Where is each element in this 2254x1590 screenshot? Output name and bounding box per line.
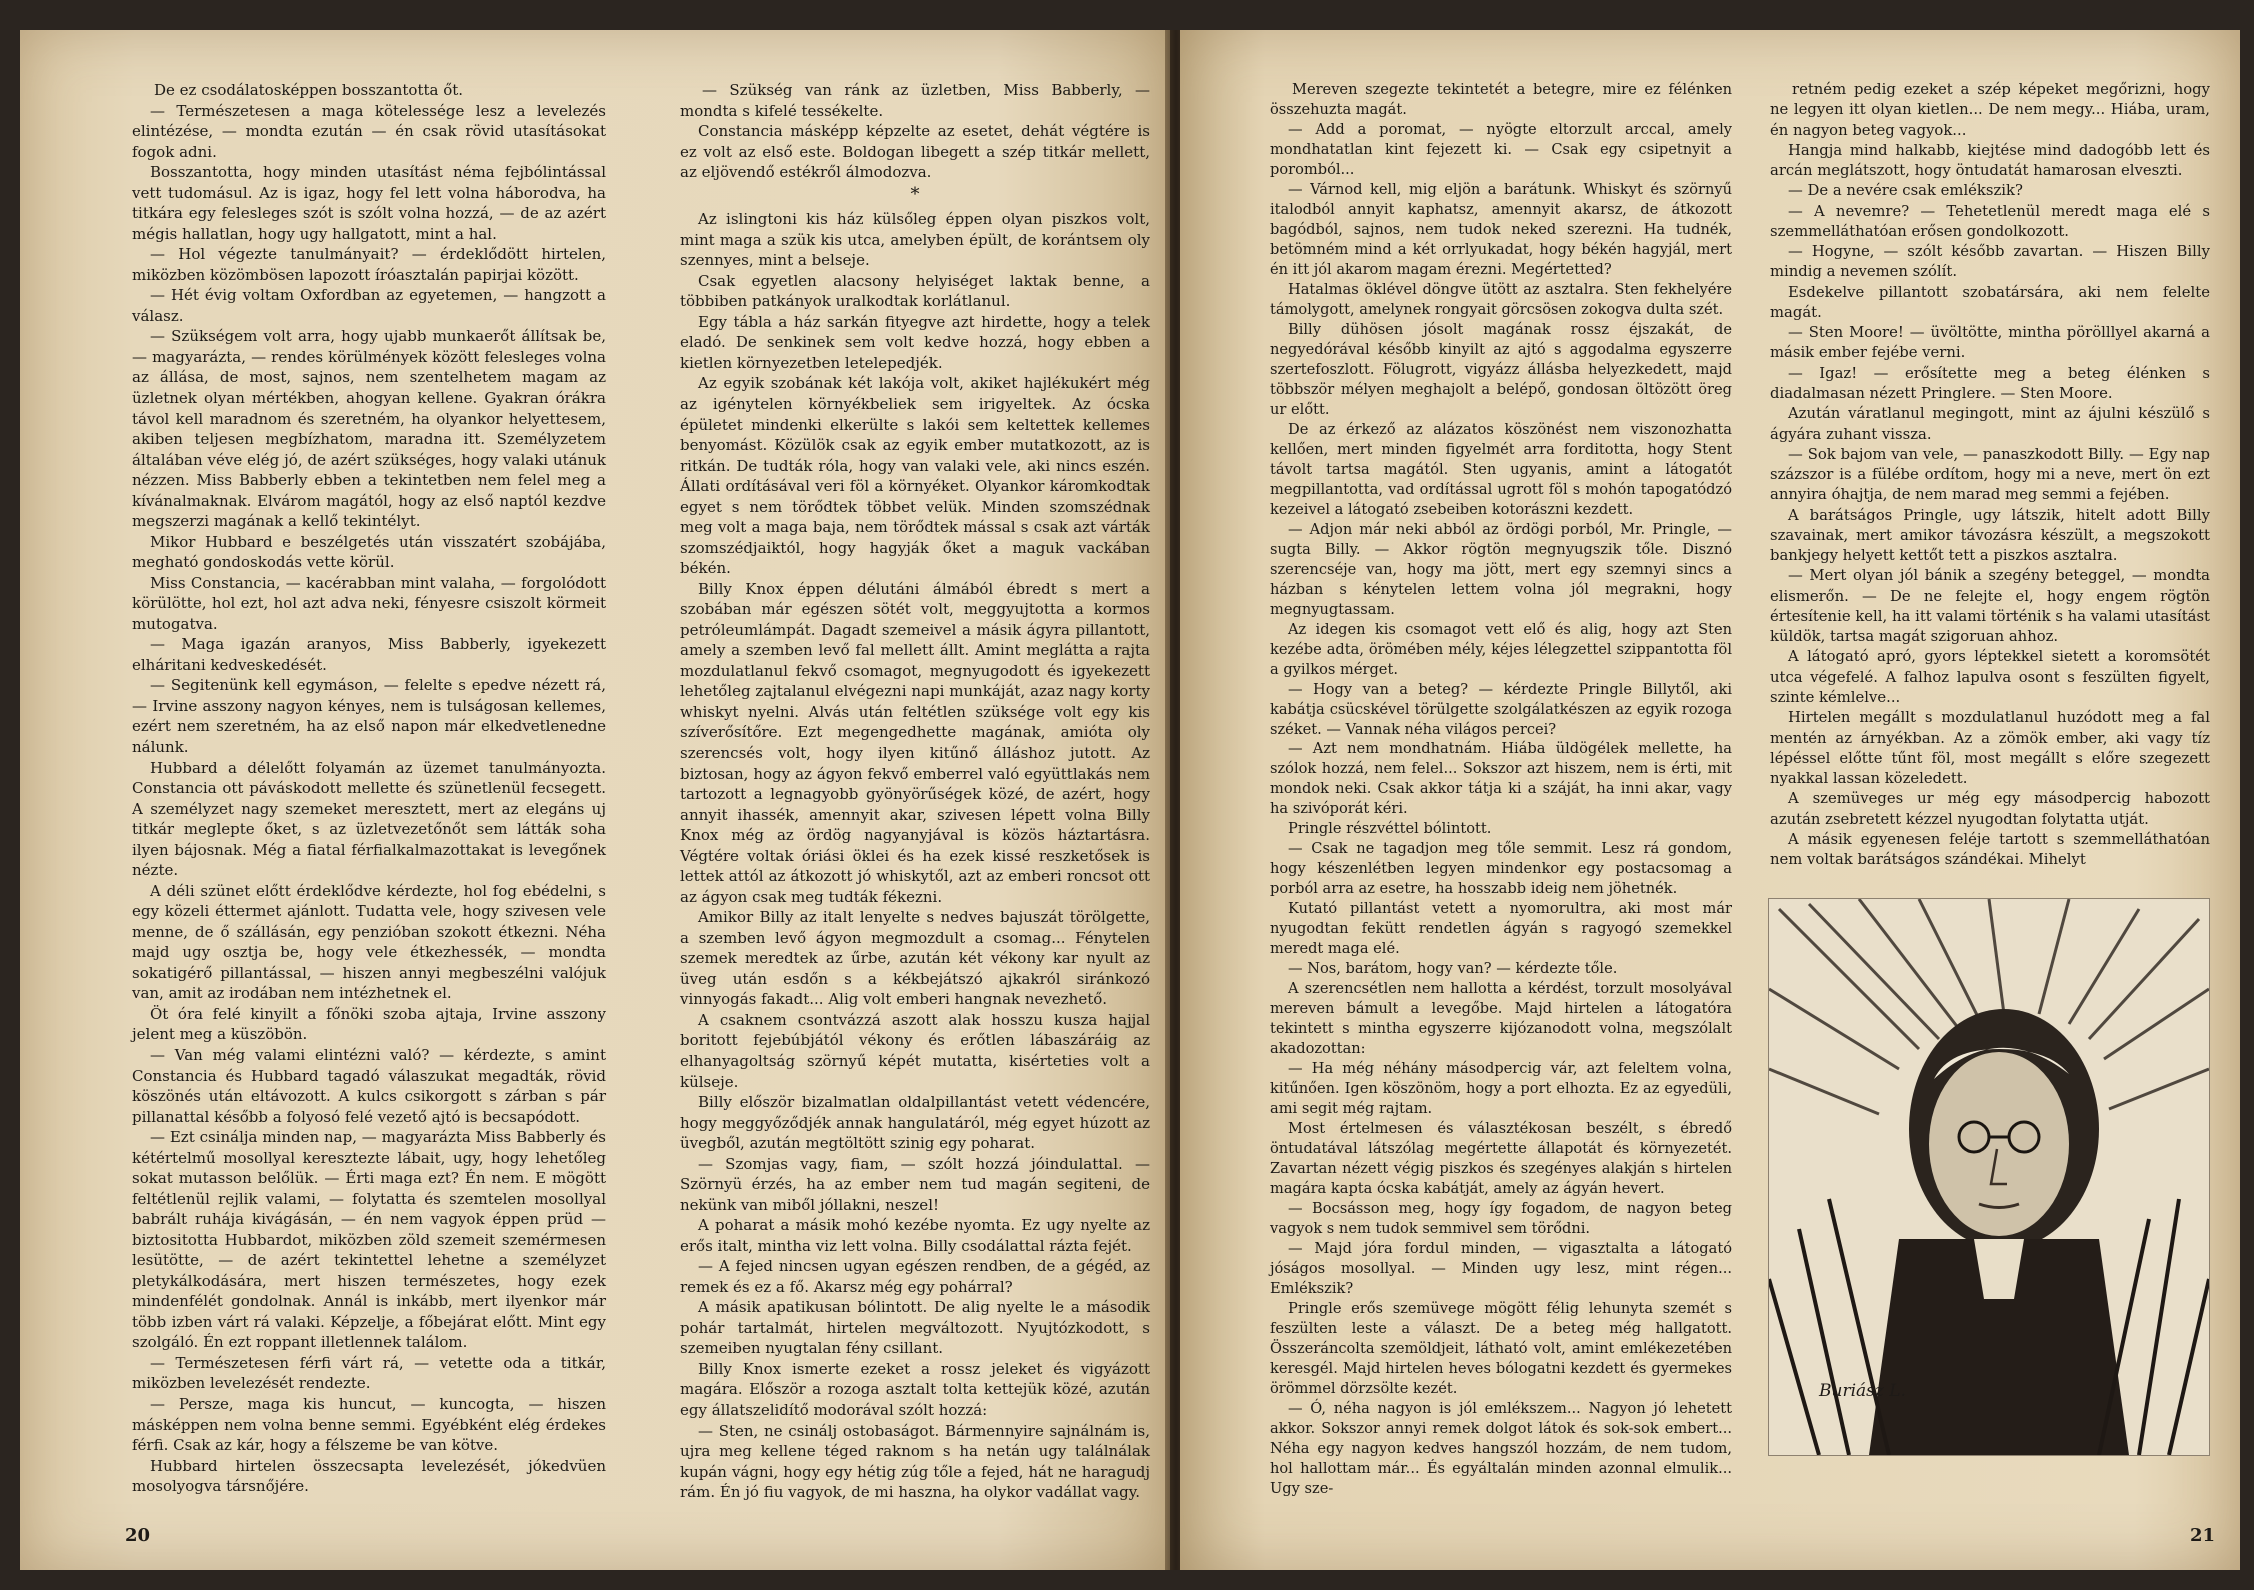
paragraph: — Várnod kell, mig eljön a barátunk. Whiskyt és szörnyű italodból annyit kaphatsz, amennyit akarsz, de átkozott bagódból, sajnos, nem tudok neked szerezni. Ha tudnék, betömném mind a két orrlyukadat, hogy békén hagyjál, mert én itt jól akarom magam érezni. Megértetted? xyxy=(1270,180,1732,278)
section-separator: * xyxy=(910,183,920,205)
paragraph: — Hol végezte tanulmányait? — érdeklődött hirtelen, miközben közömbösen lapozott íróasztalán papirjai között. xyxy=(132,245,606,284)
left-page xyxy=(20,30,1170,1570)
paragraph: — Bocsásson meg, hogy így fogadom, de nagyon beteg vagyok s nem tudok semmivel sem törődni. xyxy=(1270,1200,1732,1238)
paragraph: — Szomjas vagy, fiam, — szólt hozzá jóindulattal. — Szörnyü érzés, ha az ember nem tud magán segiteni, de nekünk van miből jóllakni, neszel! xyxy=(680,1154,1150,1214)
paragraph: — Nos, barátom, hogy van? — kérdezte tőle. xyxy=(1288,960,1618,978)
paragraph: Most értelmesen és választékosan beszélt, s ébredő öntudatával látszólag megértette állapotát és környezetét. Zavartan nézett végig piszkos és szegényes alakján s hirtelen magára kapta ócska kabátját, amely az ágyán hevert. xyxy=(1270,1120,1732,1198)
paragraph: Kutató pillantást vetett a nyomorultra, aki most már nyugodtan fekütt rendetlen ágyán s ragyogó szemekkel meredt maga elé. xyxy=(1270,900,1732,958)
left-page-column-2 xyxy=(680,80,1150,1503)
illustrator-signature: Buriász L. xyxy=(1819,1381,1906,1401)
paragraph: — A fejed nincsen ugyan egészen rendben, de a gégéd, az remek és ez a fő. Akarsz még egy pohárral? xyxy=(680,1257,1150,1296)
paragraph: — Majd jóra fordul minden, — vigasztalta a látogató jóságos mosollyal. — Minden ugy lesz, mint régen... Emlékszik? xyxy=(1270,1240,1732,1298)
paragraph: Pringle erős szemüvege mögött félig lehunyta szemét s feszülten leste a választ. De a beteg még hallgatott. Összeráncolta szemöldjeit, látható volt, amint emlékezetében keresgél. Majd hirtelen heves bólogatni kezdett és gyermekes örömmel dörzsölte kezét. xyxy=(1270,1300,1732,1397)
portrait-illustration xyxy=(1768,898,2210,1456)
paragraph: Az egyik szobának két lakója volt, akiket hajlékukért még az igénytelen környékbeliek sem irigyeltek. Az ócska épületet mindenki elkerülte s lakói sem keltettek kellemes benyomást. Közülök csak az egyik ember mutatkozott, az is ritkán. De tudták róla, hogy van valaki vele, aki nincs eszén. Állati ordításával veri föl a környéket. Olyankor káromkodtak egyet s nem törődtek többet velük. Minden szomszédnak meg volt a maga baja, nem törődtek mással s csak azt várták szomszédjaiktól, hogy hagyják őket a maguk vackában békén. xyxy=(680,374,1150,578)
paragraph: — Sten Moore! — üvöltötte, mintha pörölllyel akarná a másik ember fejébe verni. xyxy=(1770,324,2210,362)
paragraph: Esdekelve pillantott szobatársára, aki nem felelte magát. xyxy=(1770,283,2210,321)
paragraph: — Hogyne, — szólt később zavartan. — Hiszen Billy mindig a nevemen szólít. xyxy=(1770,243,2210,281)
paragraph: Constancia másképp képzelte az esetet, dehát végtére is ez volt az első este. Boldogan libegett a szép titkár mellett, az eljövendő estékről álmodozva. xyxy=(680,122,1150,182)
paragraph: Azután váratlanul megingott, mint az ájulni készülő s ágyára zuhant vissza. xyxy=(1770,405,2210,443)
paragraph: Hirtelen megállt s mozdulatlanul huzódott meg a fal mentén az árnyékban. Az a zömök ember, aki vagy tíz lépéssel előtte tűnt föl, most megállt s előre szegezett nyakkal lassan közeledett. xyxy=(1770,709,2210,788)
page-number-right: 21 xyxy=(2189,1525,2215,1546)
portrait-drawing xyxy=(1769,899,2209,1455)
paragraph: — A nevemre? — Tehetetlenül meredt maga elé s szemmelláthatóan erősen gondolkozott. xyxy=(1770,202,2210,240)
paragraph: — Szükségem volt arra, hogy ujabb munkaerőt állítsak be, — magyarázta, — rendes körülmények között felesleges volna az állása, de most, sajnos, nem szentelhetem magam az üzletnek olyan mértékben, ahogyan kellene. Gyakran órákra távol kell maradnom és szeretném, ha olyankor helyettesem, akiben teljesen megbízhatom, maradna itt. Személyzetem általában véve elég jó, de azért szükséges, hogy valaki utánuk nézzen. Miss Babberly ebben a tekintetben nem felel meg a kívánalmaknak. Elvárom magától, hogy az első naptól kezdve megszerzi magának a kellő tekintélyt. xyxy=(132,327,606,531)
paragraph: Mikor Hubbard e beszélgetés után visszatért szobájába, megható gondoskodás vette körül. xyxy=(132,532,606,572)
right-page xyxy=(1180,30,2240,1570)
paragraph: De az érkező az alázatos köszönést nem viszonozhatta kellően, mert minden figyelmét arra forditotta, hogy Stent távolt tartsa magától. Sten ugyanis, amint a látogatót megpillantotta, vad ordítással ugrott föl s mohón tapogatódzó kezeivel a látogató zsebeiben kotorászni kezdett. xyxy=(1270,420,1732,518)
paragraph: retném pedig ezeket a szép képeket megőrizni, hogy ne legyen itt olyan kietlen... De nem megy... Hiába, uram, én nagyon beteg vagyok... xyxy=(1770,81,2210,139)
paragraph: Billy Knox ismerte ezeket a rossz jeleket és vigyázott magára. Először a rozoga asztalt tolta kettejük közé, azután egy állatszelidítő modorával szólt hozzá: xyxy=(680,1359,1150,1419)
paragraph: Hatalmas öklével döngve ütött az asztalra. Sten fekhelyére támolygott, amelynek rongyait görcsösen zokogva dulta szét. xyxy=(1270,280,1732,318)
paragraph: Öt óra felé kinyilt a főnöki szoba ajtaja, Irvine asszony jelent meg a küszöbön. xyxy=(132,1004,606,1044)
paragraph: Egy tábla a ház sarkán fityegve azt hirdette, hogy a telek eladó. De senkinek sem volt kedve hozzá, hogy ebben a kietlen környezetben letelepedjék. xyxy=(680,312,1150,372)
paragraph: Hangja mind halkabb, kiejtése mind dadogóbb lett és arcán meglátszott, hogy öntudatát hamarosan elveszti. xyxy=(1770,141,2210,180)
paragraph: Az idegen kis csomagot vett elő és alig, hogy azt Sten kezébe adta, örömében mély, kéjes lélegzettel szippantotta föl a gyilkos mérget. xyxy=(1270,620,1732,678)
paragraph: A másik egyenesen feléje tartott s szemmelláthatóan nem voltak barátságos szándékai. Mihelyt xyxy=(1770,830,2210,869)
paragraph: — Persze, maga kis huncut, — kuncogta, — hiszen másképpen nem volna benne semmi. Egyébként elég érdekes férfi. Csak az kár, hogy a félszeme be van kötve. xyxy=(132,1395,606,1455)
right-page-column-1 xyxy=(1270,80,1732,1499)
paragraph: Hubbard hirtelen összecsapta levelezését, jókedvüen mosolyogva társnőjére. xyxy=(132,1456,606,1496)
paragraph: Pringle részvéttel bólintott. xyxy=(1288,820,1492,838)
paragraph: Bosszantotta, hogy minden utasítást néma fejbólintással vett tudomásul. Az is igaz, hogy fel lett volna háborodva, ha titkára egy felesleges szót is szólt volna hozzá, — de az azért mégis hallatlan, hogy ugy hallgatott, mint a hal. xyxy=(132,163,606,243)
paragraph: Billy dühösen jósolt magának rossz éjszakát, de negyedórával később kinyilt az ajtó s aggodalma egyszerre szertefoszlott. Fölugrott, vigyázz állásba helyezkedett, majd többször mélyen meghajolt a belépő, gondosan öltözött öreg ur előtt. xyxy=(1270,320,1732,418)
paragraph: A látogató apró, gyors léptekkel sietett a koromsötét utca végefelé. A falhoz lapulva osont s feszülten figyelt, szinte kémlelve... xyxy=(1770,648,2210,706)
paragraph: A szerencsétlen nem hallotta a kérdést, torzult mosolyával mereven bámult a levegőbe. Majd hirtelen a látogatóra tekintett s mintha egyszerre kijózanodott volna, megszólalt akadozottan: xyxy=(1270,980,1732,1058)
paragraph: — Sok bajom van vele, — panaszkodott Billy. — Egy nap százszor is a fülébe ordítom, hogy mi a neve, mert ön ezt annyira óhajtja, de nem marad meg semmi a fejében. xyxy=(1770,445,2210,504)
paragraph: A másik apatikusan bólintott. De alig nyelte le a második pohár tartalmát, hirtelen megváltozott. Nyujtózkodott, s szemeiben nyugtalan fény csillant. xyxy=(680,1298,1150,1358)
paragraph: — Természetesen a maga kötelessége lesz a levelezés elintézése, — mondta ezután — én csak rövid utasításokat fogok adni. xyxy=(132,101,606,161)
paragraph: A déli szünet előtt érdeklődve kérdezte, hol fog ebédelni, s egy közeli éttermet ajánlott. Tudatta vele, hogy szivesen vele menne, de ő szállásán, egy penzióban szokott étkezni. Néha majd ugy osztja be, hogy vele étkezhessék, — mondta sokatigérő pillantással, — hiszen annyi megbeszélni valójuk van, amit az irodában nem intézhetnek el. xyxy=(132,881,606,1003)
paragraph: Hubbard a délelőtt folyamán az üzemet tanulmányozta. Constancia ott páváskodott mellette és szünetlenül fecsegett. A személyzet nagy szemeket meresztett, mert az elegáns uj titkár meglepte őket, s az üzletvezetőnőt sem látták soha ilyen bájosnak. Még a fiatal férfialkalmazottakat is levegőnek nézte. xyxy=(132,758,606,880)
paragraph: Billy először bizalmatlan oldalpillantást vetett védencére, hogy meggyőződjék annak hangulatáról, még egyet húzott az üvegből, azután megtöltött szinig egy poharat. xyxy=(680,1093,1150,1153)
paragraph: — Maga igazán aranyos, Miss Babberly, igyekezett elháritani kedveskedését. xyxy=(132,635,606,674)
paragraph: — Hét évig voltam Oxfordban az egyetemen, — hangzott a válasz. xyxy=(132,286,606,325)
paragraph: — Természetesen férfi várt rá, — vetette oda a titkár, miközben levelezését rendezte. xyxy=(132,1353,606,1393)
paragraph: A barátságos Pringle, ugy látszik, hitelt adott Billy szavainak, mert amikor távozásra készült, a megszokott bankjegy helyett kettőt tett a piszkos asztalra. xyxy=(1770,506,2210,565)
paragraph: Csak egyetlen alacsony helyiséget laktak benne, a többiben patkányok uralkodtak korlátlanul. xyxy=(680,271,1150,311)
paragraph: — Hogy van a beteg? — kérdezte Pringle Billytől, aki kabátja csücskével törülgette szolgálatkészen az egyik rozoga széket. — Vannak néha világos percei? xyxy=(1270,680,1732,738)
paragraph: A csaknem csontvázzá aszott alak hosszu kusza hajjal boritott fejebúbjától vékony és erőtlen lábaszáráig az elhanyagoltság szörnyű képét mutatta, kisérteties volt a külseje. xyxy=(680,1010,1150,1091)
paragraph: Billy Knox éppen délutáni álmából ébredt s mert a szobában már egészen sötét volt, meggyujtotta a kormos petróleumlámpát. Dagadt szemeivel a másik ágyra pillantott, amely a szemben levő fal mellett állt. Amint meglátta a rajta mozdulatlanul fekvő csomagot, megnyugodott és igyekezett lehetőleg zajtalanul elvégezni napi munkáját, azaz nagy korty whiskyt nyelni. Alvás után feltétlen szüksége volt egy kis szíverősítőre. Ezt megengedhette magának, amióta oly szerencsés volt, hogy ilyen kitűnő álláshoz jutott. Az biztosan, hogy az ágyon fekvő emberrel való együttlakás nem tartozott a legnagyobb gyönyörűségek közé, de azért, hogy annyit ihassék, amennyit akar, szivesen lépett volna Billy Knox még az ördög nagyanyjával is közös háztartásra. Végtére voltak óriási öklei és ha ezek kissé reszketősek is lettek attól az átkozott jó whiskytől, azt az emberi roncsot ott az ágyon csak meg tudták fékezni. xyxy=(680,579,1150,906)
paragraph: — Ó, néha nagyon is jól emlékszem... Nagyon jó lehetett akkor. Sokszor annyi remek dolgot látok és sok-sok embert... Néha egy nagyon kedves hangszól hozzám, de nem tudom, hol hallottam már... És egyáltalán minden azonnal elmulik... Ugy sze- xyxy=(1270,1399,1732,1497)
paragraph: Az islingtoni kis ház külsőleg éppen olyan piszkos volt, mint maga a szük kis utca, amelyben épült, de korántsem oly szennyes, mint a belseje. xyxy=(680,210,1150,270)
paragraph: Miss Constancia, — kacérabban mint valaha, — forgolódott körülötte, hol ezt, hol azt adva neki, fényesre csiszolt körmeit mutogatva. xyxy=(132,573,606,633)
page-number-left: 20 xyxy=(125,1525,151,1546)
paragraph: — Igaz! — erősítette meg a beteg élénken s diadalmasan nézett Pringlere. — Sten Moore. xyxy=(1770,364,2210,402)
paragraph: — Mert olyan jól bánik a szegény beteggel, — mondta elismerőn. — De ne felejte el, hogy engem rögtön értesítenie kell, ha itt valami történik s ha valami utasítást küldök, tartsa magát szigoruan ahhoz. xyxy=(1770,567,2210,646)
right-page-column-2 xyxy=(1770,80,2210,870)
paragraph: Mereven szegezte tekintetét a betegre, mire ez félénken összehuzta magát. xyxy=(1270,81,1732,118)
paragraph: A poharat a másik mohó kezébe nyomta. Ez ugy nyelte az erős italt, mintha viz lett volna. Billy csodálattal rázta fejét. xyxy=(680,1216,1150,1255)
paragraph: — Sten, ne csinálj ostobaságot. Bármennyire sajnálnám is, ujra meg kellene téged raknom s ha netán ugy találnálak kupán vágni, hogy egy hétig zúg tőle a fejed, hát ne haragudj rám. Én jó fiu vagyok, de mi haszna, ha olykor vadállat vagy. xyxy=(680,1421,1150,1502)
paragraph: A szemüveges ur még egy másodpercig habozott azután zsebretett kézzel nyugodtan folytatta utját. xyxy=(1770,790,2210,828)
paragraph: — Van még valami elintézni való? — kérdezte, s amint Constancia és Hubbard tagadó válaszukat megadták, rövid köszönés után eltávozott. A kulcs csikorgott s zárban s pár pillanattal később a folyosó felé vezető ajtó is becsapódott. xyxy=(132,1045,606,1126)
paragraph: — Csak ne tagadjon meg tőle semmit. Lesz rá gondom, hogy készenlétben legyen mindenkor egy postacsomag a porból arra az esetre, ha hosszabb ideig nem jöhetnék. xyxy=(1270,840,1732,898)
paragraph: Amikor Billy az italt lenyelte s nedves bajuszát törölgette, a szemben levő ágyon megmozdult a csomag... Fénytelen szemek meredtek az űrbe, azután két vékony kar nyult az üveg után esdőn s a kékbejátszó ajkakról siránkozó vinnyogás fakadt... Alig volt emberi hangnak nevezhető. xyxy=(680,908,1150,1009)
left-page-column-1 xyxy=(132,80,606,1497)
paragraph: De ez csodálatosképpen bosszantotta őt. xyxy=(154,81,464,99)
paragraph: — Szükség van ránk az üzletben, Miss Babberly, — mondta s kifelé tessékelte. xyxy=(680,81,1150,120)
paragraph: — Adjon már neki abból az ördögi porból, Mr. Pringle, — sugta Billy. — Akkor rögtön megnyugszik tőle. Disznó szerencséje van, hogy ma jött, mert egy szemnyi sincs a házban s kénytelen lettem volna jól megrakni, hogy megnyugtassam. xyxy=(1270,520,1732,618)
paragraph: — De a nevére csak emlékszik? xyxy=(1788,182,2023,200)
paragraph: — Segitenünk kell egymáson, — felelte s epedve nézett rá, — Irvine asszony nagyon kényes, nem is tulságosan kellemes, ezért nem szeretném, ha az első napon már elkedvetlenedne nálunk. xyxy=(132,676,606,756)
paragraph: — Azt nem mondhatnám. Hiába üldögélek mellette, ha szólok hozzá, nem felel... Sokszor azt hiszem, nem is érti, mit mondok neki. Csak akkor tátja ki a száját, ha inni akar, vagy ha szivóporát kéri. xyxy=(1270,740,1732,818)
paragraph: — Ha még néhány másodpercig vár, azt feleltem volna, kitűnően. Igen köszönöm, hogy a port elhozta. Ez az egyedüli, ami segit még rajtam. xyxy=(1270,1060,1732,1118)
paragraph: — Add a poromat, — nyögte eltorzult arccal, amely mondhatatlan kint fejezett ki. — Csak egy csipetnyit a poromból... xyxy=(1270,120,1732,178)
paragraph: — Ezt csinálja minden nap, — magyarázta Miss Babberly és kétértelmű mosollyal keresztezte lábait, ugy, hogy lehetőleg sokat mutasson belőlük. — Érti maga ezt? Én nem. E mögött feltétlenül rejlik valami, — folytatta és szemtelen mosollyal babrált ruhája kivágásán, — én nem vagyok éppen prüd — biztositotta Hubbardot, miközben zöld szemeit szemérmesen lesütötte, — de azért tekintettel lehetne a személyzet pletykálkodására, mert hiszen természetes, hogy ezek mindenfélét gondolnak. Annál is inkább, mert ilyenkor már több izben várt rá valaki. Képzelje, a főbejárat előtt. Mint egy szolgáló. Én ezt roppant illetlennek találom. xyxy=(132,1128,606,1352)
